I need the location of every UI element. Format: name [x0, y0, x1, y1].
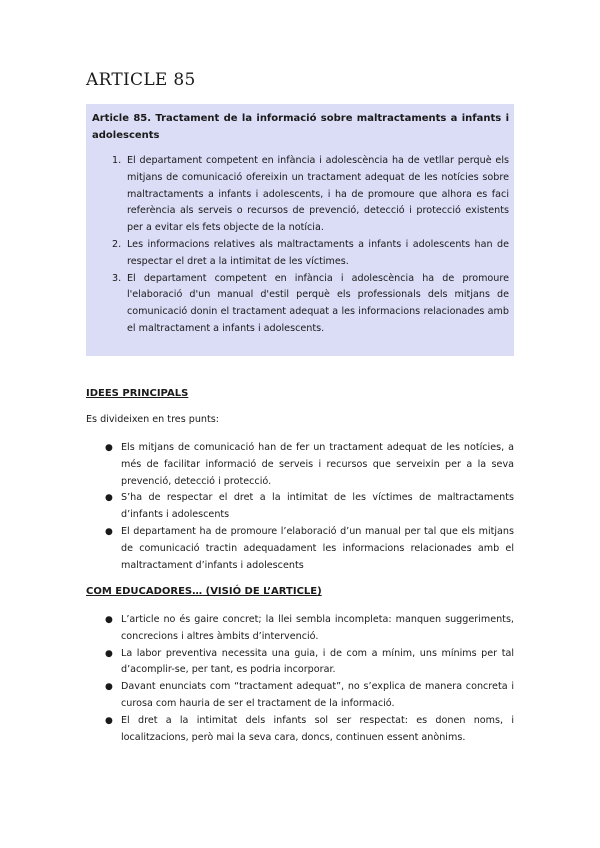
- bullet-icon: ●: [105, 526, 113, 537]
- list-item: [86, 440, 514, 490]
- document-title: ARTICLE 85: [86, 70, 196, 90]
- article-item: [92, 271, 509, 338]
- article-item-text: Les informacions relatives als maltractaments a infants i adolescents han de respectar el dret a la intimitat de les víctimes.: [127, 238, 509, 267]
- ideas-list: [86, 440, 514, 574]
- bullet-icon: ●: [105, 682, 113, 693]
- article-text-box: [86, 104, 514, 356]
- list-item-text: El departament ha de promoure l’elaboració d’un manual per tal que els mitjans de comunicació tractin adequadament les informacions relacionades amb el maltractament d’infants i adolescents: [121, 525, 514, 571]
- list-item-text: S’ha de respectar el dret a la intimitat de les víctimes de maltractaments d’infants i adolescents: [121, 492, 514, 521]
- educators-list: [86, 612, 514, 746]
- article-item-text: El departament competent en infància i adolescència ha de vetllar perquè els mitjans de comunicació ofereixin un tractament adequat de les notícies sobre maltractaments a infants i adolescents, i ha de promoure que alhora es faci referència als serveis o recursos de prevenció, detecció i protecció existents per a evitar els fets objecte de la notícia.: [127, 155, 509, 234]
- bullet-icon: ●: [105, 443, 113, 453]
- bullet-icon: ●: [105, 615, 113, 625]
- bullet-icon: ●: [105, 648, 113, 659]
- list-item: [86, 713, 514, 747]
- bullet-icon: ●: [105, 493, 113, 504]
- list-item: [86, 646, 514, 680]
- bullet-icon: ●: [105, 715, 113, 726]
- ideas-heading: IDEES PRINCIPALS: [86, 388, 189, 399]
- list-item-text: Davant enunciats com “tractament adequat”, no s’explica de manera concreta i curosa com hauria de ser el tractament de la informació.: [121, 681, 514, 709]
- list-item-text: Els mitjans de comunicació han de fer un tractament adequat de les notícies, a més de facilitar informació de serveis i recursos que serveixin per a la seva prevenció, detecció i protecció.: [121, 442, 514, 487]
- list-item: [86, 679, 514, 713]
- article-item-number: 1.: [112, 155, 122, 166]
- article-item-number: 2.: [112, 238, 122, 250]
- article-item: [92, 153, 509, 237]
- list-item-text: La labor preventiva necessita una guia, i de com a mínim, uns mínims per tal d’acomplir-se, per tant, es podria incorporar.: [121, 647, 514, 676]
- educators-heading: COM EDUCADORES… (VISIÓ DE L’ARTICLE): [86, 586, 322, 597]
- article-heading: Article 85. Tractament de la informació sobre maltractaments a infants i adolescents: [92, 113, 509, 141]
- article-item: [92, 237, 509, 271]
- list-item-text: L’article no és gaire concret; la llei sembla incompleta: manquen suggeriments, concrecions i altres àmbits d’intervenció.: [121, 614, 514, 642]
- list-item-text: El dret a la intimitat dels infants sol ser respectat: es donen noms, i localitzacions, però mai la seva cara, doncs, continuen essent anònims.: [121, 714, 514, 743]
- article-item-number: 3.: [112, 272, 122, 284]
- list-item: [86, 524, 514, 574]
- list-item: [86, 490, 514, 524]
- article-items: [92, 153, 509, 338]
- list-item: [86, 612, 514, 646]
- article-item-text: El departament competent en infància i adolescència ha de promoure l'elaboració d'un manual d'estil perquè els professionals dels mitjans de comunicació donin el tractament adequat a les informacions relacionades amb el maltractament a infants i adolescents.: [127, 272, 509, 334]
- ideas-intro: Es divideixen en tres punts:: [86, 414, 220, 425]
